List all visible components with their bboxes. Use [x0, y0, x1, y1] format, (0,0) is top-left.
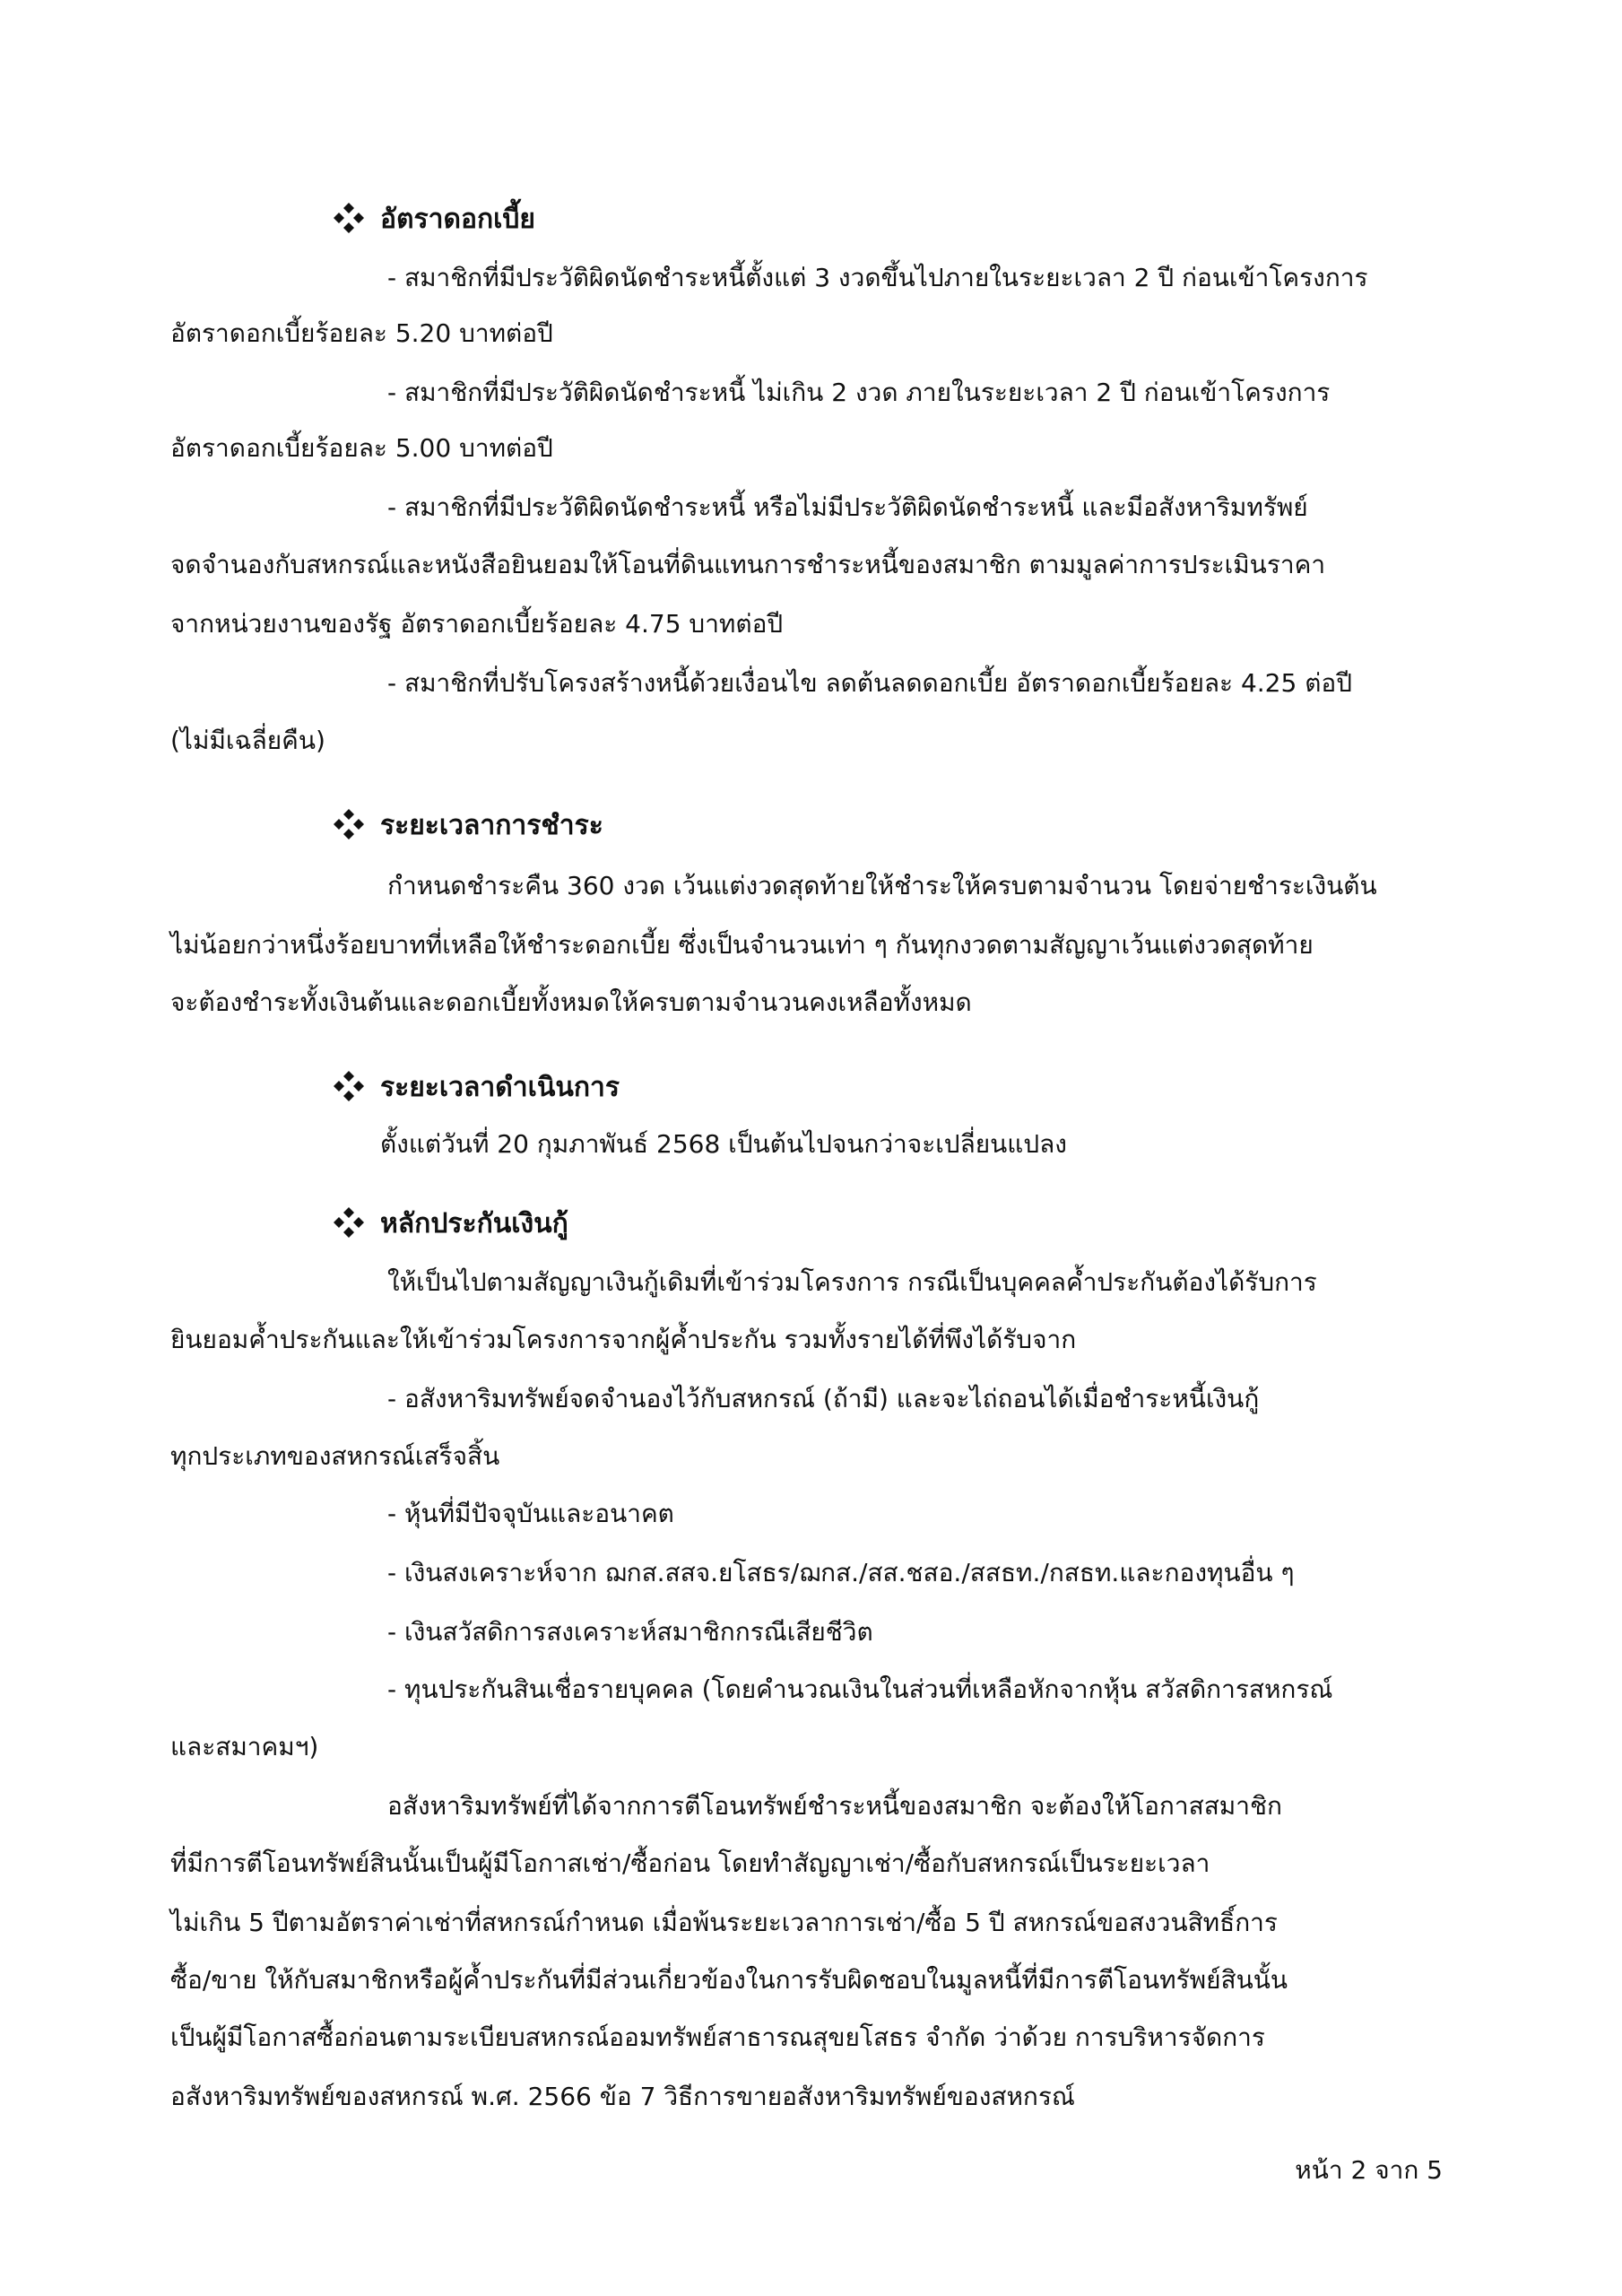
- body-line: - อสังหาริมทรัพย์จดจำนองไว้กับสหกรณ์ (ถ้ามี) และจะไถ่ถอนได้เมื่อชำระหนี้เงินกู้: [387, 1384, 1260, 1413]
- body-line: เป็นผู้มีโอกาสซื้อก่อนตามระเบียบสหกรณ์ออมทรัพย์สาธารณสุขยโสธร จำกัด ว่าด้วย การบริหารจัดการ: [170, 2022, 1265, 2052]
- four-diamond-bullet-icon: [332, 201, 366, 235]
- body-line: - ทุนประกันสินเชื่อรายบุคคล (โดยคำนวณเงินในส่วนที่เหลือหักจากหุ้น สวัสดิการสหกรณ์: [387, 1674, 1333, 1704]
- body-line: จะต้องชำระทั้งเงินต้นและดอกเบี้ยทั้งหมดให้ครบตามจำนวนคงเหลือทั้งหมด: [170, 987, 972, 1017]
- body-line: อสังหาริมทรัพย์ที่ได้จากการตีโอนทรัพย์ชำระหนี้ของสมาชิก จะต้องให้โอกาสสมาชิก: [387, 1791, 1282, 1821]
- body-line: (ไม่มีเฉลี่ยคืน): [170, 726, 325, 755]
- body-line: ยินยอมค้ำประกันและให้เข้าร่วมโครงการจากผู้ค้ำประกัน รวมทั้งรายได้ที่พึงได้รับจาก: [170, 1325, 1077, 1354]
- body-line: อัตราดอกเบี้ยร้อยละ 5.00 บาทต่อปี: [170, 433, 553, 463]
- body-line: และสมาคมฯ): [170, 1732, 319, 1761]
- body-line: จากหน่วยงานของรัฐ อัตราดอกเบี้ยร้อยละ 4.75 บาทต่อปี: [170, 609, 784, 639]
- body-line: ไม่น้อยกว่าหนึ่งร้อยบาทที่เหลือให้ชำระดอกเบี้ย ซึ่งเป็นจำนวนเท่า ๆ กันทุกงวดตามสัญญาเว้นแต่งวดสุดท้าย: [170, 930, 1314, 960]
- body-line: - เงินสงเคราะห์จาก ฌกส.สสจ.ยโสธร/ฌกส./สส.ชสอ./สสธท./กสธท.และกองทุนอื่น ๆ: [387, 1558, 1295, 1587]
- body-line: ทุกประเภทของสหกรณ์เสร็จสิ้น: [170, 1441, 500, 1471]
- section-heading-operation-period: ระยะเวลาดำเนินการ: [380, 1072, 620, 1103]
- body-line: - สมาชิกที่ปรับโครงสร้างหนี้ด้วยเงื่อนไข ลดต้นลดดอกเบี้ย อัตราดอกเบี้ยร้อยละ 4.25 ต่อปี: [387, 668, 1352, 698]
- body-line: อสังหาริมทรัพย์ของสหกรณ์ พ.ศ. 2566 ข้อ 7 วิธีการขายอสังหาริมทรัพย์ของสหกรณ์: [170, 2082, 1075, 2111]
- section-heading-loan-collateral: หลักประกันเงินกู้: [380, 1208, 568, 1239]
- body-line: - สมาชิกที่มีประวัติผิดนัดชำระหนี้ตั้งแต่ 3 งวดขึ้นไปภายในระยะเวลา 2 ปี ก่อนเข้าโครงการ: [387, 263, 1368, 292]
- body-line: กำหนดชำระคืน 360 งวด เว้นแต่งวดสุดท้ายให้ชำระให้ครบตามจำนวน โดยจ่ายชำระเงินต้น: [387, 871, 1377, 900]
- section-heading-repayment-period: ระยะเวลาการชำระ: [380, 810, 603, 841]
- page-number: หน้า 2 จาก 5: [1295, 2155, 1443, 2185]
- body-line: ตั้งแต่วันที่ 20 กุมภาพันธ์ 2568 เป็นต้นไปจนกว่าจะเปลี่ยนแปลง: [380, 1129, 1067, 1159]
- four-diamond-bullet-icon: [332, 807, 366, 841]
- body-line: อัตราดอกเบี้ยร้อยละ 5.20 บาทต่อปี: [170, 318, 553, 348]
- body-line: จดจำนองกับสหกรณ์และหนังสือยินยอมให้โอนที่ดินแทนการชำระหนี้ของสมาชิก ตามมูลค่าการประเมินราคา: [170, 550, 1326, 579]
- body-line: ไม่เกิน 5 ปีตามอัตราค่าเช่าที่สหกรณ์กำหนด เมื่อพ้นระยะเวลาการเช่า/ซื้อ 5 ปี สหกรณ์ขอสงวนสิทธิ์การ: [170, 1908, 1278, 1937]
- body-line: - เงินสวัสดิการสงเคราะห์สมาชิกกรณีเสียชีวิต: [387, 1617, 873, 1647]
- body-line: - สมาชิกที่มีประวัติผิดนัดชำระหนี้ ไม่เกิน 2 งวด ภายในระยะเวลา 2 ปี ก่อนเข้าโครงการ: [387, 378, 1331, 407]
- body-line: ให้เป็นไปตามสัญญาเงินกู้เดิมที่เข้าร่วมโครงการ กรณีเป็นบุคคลค้ำประกันต้องได้รับการ: [387, 1267, 1317, 1297]
- body-line: ซื้อ/ขาย ให้กับสมาชิกหรือผู้ค้ำประกันที่มีส่วนเกี่ยวข้องในการรับผิดชอบในมูลหนี้ที่มีการตีโอนทรัพย์สินนั้น: [170, 1965, 1288, 1995]
- body-line: - หุ้นที่มีปัจจุบันและอนาคต: [387, 1499, 674, 1528]
- body-line: ที่มีการตีโอนทรัพย์สินนั้นเป็นผู้มีโอกาสเช่า/ซื้อก่อน โดยทำสัญญาเช่า/ซื้อกับสหกรณ์เป็นระยะเวลา: [170, 1848, 1210, 1878]
- four-diamond-bullet-icon: [332, 1069, 366, 1103]
- four-diamond-bullet-icon: [332, 1205, 366, 1239]
- section-heading-interest-rate: อัตราดอกเบี้ย: [380, 204, 535, 235]
- body-line: - สมาชิกที่มีประวัติผิดนัดชำระหนี้ หรือไม่มีประวัติผิดนัดชำระหนี้ และมีอสังหาริมทรัพย์: [387, 492, 1308, 522]
